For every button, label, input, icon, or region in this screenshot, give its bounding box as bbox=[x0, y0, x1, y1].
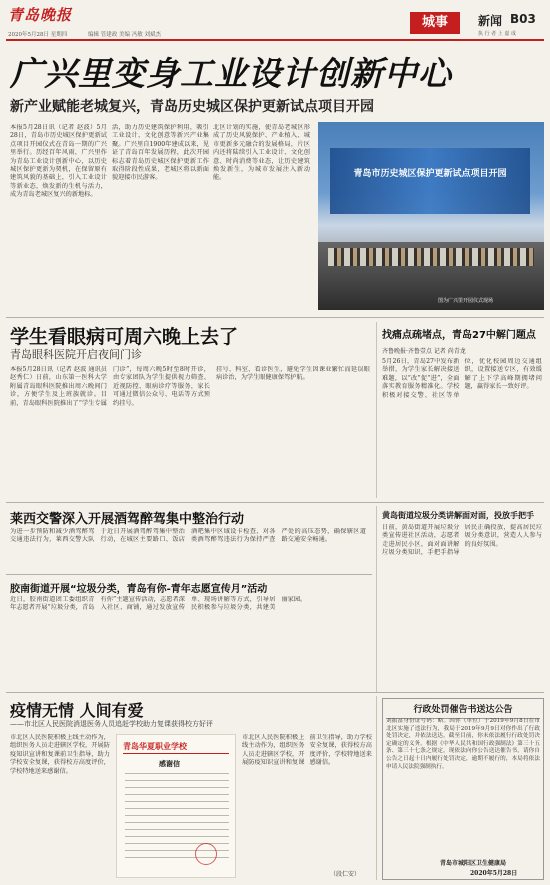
notice-body: 刘振富身份证号码：略。因你（单位）于2019年9月8日在市北区实施了违法行为，我局于2019年9月9日对你作出了行政处罚决定，并依法送达。截至目前，你未依法履行行政处罚决定确定的义务。根据《中华人民共和国行政强制法》第三十五条、第三十七条之规定，现依法向你公告送达催告书，请你自公告之日起十日内履行处罚决定，逾期不履行的，本局将依法申请人民法院强制执行。 bbox=[386, 718, 540, 770]
masthead-editor: 编辑 管建政 美编 冯敏 刘斌杰 bbox=[88, 32, 161, 38]
story7-body-right: 市北区人民医院积极上线主动作为，组织医务人员走进辖区学校，开展防疫知识宣讲和复课前卫生指导，助力学校安全复课，获得校方高度评价，学校特地送来感谢信。 bbox=[242, 734, 372, 767]
story5-title: 黄岛街道垃圾分类讲解面对面，投放手把手 bbox=[382, 511, 534, 520]
audience-row bbox=[328, 248, 534, 266]
story3-title: 找痛点疏堵点，青岛27中解门题点 bbox=[382, 330, 536, 341]
notice-footer-date: 2020年5月28日 bbox=[470, 870, 518, 877]
story3-byline: 齐鲁晚报·齐鲁壹点 记者 尚青龙 bbox=[382, 348, 466, 355]
photo-caption: 图为广兴里开园仪式现场 bbox=[438, 298, 494, 304]
page-number: B03 bbox=[510, 12, 536, 26]
story6-body: 近日，胶南街道团工委组织青年志愿者开展“垃圾分类，青岛有你”主题宣传活动，志愿者深入社区、商铺，通过发放宣传单、现场讲解等方式，引导居民积极参与垃圾分类，共建美丽家园。 bbox=[10, 596, 307, 612]
story3-body: 5月26日，青岛27中发布新举措，为学生家长解决接送难题，以“改”促“进”，全面落实教育服务精准化。学校积极对接交警、社区等单位，优化校园周边交通组织，设置接送专区，有效缓解了上下学高峰期拥堵问题，赢得家长一致好评。 bbox=[382, 358, 542, 399]
lead-photo bbox=[318, 122, 544, 310]
letter-header: 青岛华夏职业学校 bbox=[123, 742, 187, 751]
story4-body: 为进一步预防和减少酒驾醉驾交通违法行为，莱西交警大队于近日开展酒驾醉驾集中整治行动，在城区主要路口、饭店酒吧集中区域设卡检查，对各类酒驾醉驾违法行为保持严查严处的高压态势，确保辖区道路交通安全畅通。 bbox=[10, 528, 366, 544]
divider-2 bbox=[6, 502, 544, 503]
letter-title: 感谢信 bbox=[159, 760, 180, 768]
story5-body: 日前，黄岛街道开展垃圾分类宣传进社区活动，志愿者走进居民小区，面对面讲解垃圾分类知识，手把手指导居民正确投放，提高居民垃圾分类意识，营造人人参与的良好氛围。 bbox=[382, 524, 542, 557]
divider-1 bbox=[6, 317, 544, 318]
lead-body-col3: 北区计划的实施，使青岛老城区形成了历史风貌保护、产业植入、城市更新多元融合的发展格局，片区内还将陆续引入工业设计、文化创意、时尚消费等业态，让历史建筑焕发新生，为城市发展注入新动能。 bbox=[213, 124, 310, 182]
lead-body-col1: 本报5月28日讯（记者 赵波）5月28日，青岛市历史城区保护更新试点项目开园仪式在青岛一期的广兴里举行。历经百年风雨，广兴里作为青岛工业设计创新中心，以历史城区保护更新为契机，在保留原有建筑风貌的基础上，引入工业设计等新业态，焕发新的生机与活力，成为青岛老城区复兴的新地标。 bbox=[10, 124, 107, 199]
lead-body-col2: 活，助力历史建筑保护利用，吸引工业设计、文化创意等新兴产业集聚。广兴里自1900年建成以来，见证了青岛百年发展历程，此次开园标志着青岛历史城区保护更新工作取得阶段性成果，老城区将以新面貌迎接市民游客。 bbox=[112, 124, 209, 182]
thank-you-letter-image bbox=[116, 734, 236, 878]
masthead-date: 2020年5月28日 星期四 bbox=[8, 32, 68, 38]
letter-seal-icon bbox=[195, 843, 217, 865]
story2-body-right: 挂号、科室、看诊医生，避免学生因课业繁忙而延误眼病诊治，为学生眼健康保驾护航。 bbox=[216, 366, 370, 382]
divider-4 bbox=[6, 692, 544, 693]
divider-3 bbox=[6, 574, 372, 575]
story2-subtitle: 青岛眼科医院开启夜间门诊 bbox=[10, 348, 142, 361]
story2-body: 本报5月28日讯（记者 赵波 通讯员 赵秀仁）日前，山东第一医科大学附属青岛眼科医院推出周六晚间门诊，方便学生及上班族就诊。目前，青岛眼科医院推出了“学生专属门诊”，每周六晚5时至8时开诊，由专家团队为学生提供视力筛查、近视防控、眼病诊疗等服务，家长可通过微信公众号、电话等方式预约挂号。 bbox=[10, 366, 210, 407]
section-name: 新闻 bbox=[478, 14, 503, 28]
story7-body: 市北区人民医院积极上线主动作为，组织医务人员走进辖区学校，开展防疫知识宣讲和复课前卫生指导，助力学校安全复课，获得校方高度评价，学校特地送来感谢信。 bbox=[10, 734, 110, 775]
story7-title: 疫情无情 人间有爱 bbox=[10, 701, 144, 720]
letter-header-rule bbox=[123, 753, 229, 754]
newspaper-logo: 青岛晚报 bbox=[8, 6, 73, 24]
story7-subtitle: ——市北区人民医院消退医务人员追赶学校助力复课获得校方好评 bbox=[10, 720, 213, 728]
story2-title: 学生看眼病可周六晚上去了 bbox=[10, 326, 239, 348]
vdivider-1 bbox=[376, 322, 377, 498]
stage-backdrop bbox=[330, 148, 530, 214]
vdivider-3 bbox=[376, 696, 377, 880]
vdivider-2 bbox=[376, 506, 377, 692]
lead-title: 广兴里变身工业设计创新中心 bbox=[10, 54, 452, 93]
notice-title: 行政处罚催告书送达公告 bbox=[386, 702, 540, 719]
page-executor: 执 行 者 上 嘉 成 bbox=[478, 31, 516, 37]
lead-subtitle: 新产业赋能老城复兴，青岛历史城区保护更新试点项目开园 bbox=[10, 99, 374, 115]
section-tag: 城事 bbox=[410, 12, 460, 34]
story4-title: 莱西交警深入开展酒驾醉驾集中整治行动 bbox=[10, 512, 245, 527]
masthead-rule bbox=[6, 39, 544, 41]
story6-title: 胶南街道开展“垃圾分类，青岛有你-青年志愿宣传月”活动 bbox=[10, 584, 268, 595]
photo-banner-text: 青岛市历史城区保护更新试点项目开园 bbox=[353, 169, 507, 179]
story7-byline-end: （段仁安） bbox=[330, 871, 361, 878]
notice-footer-org: 青岛市城阳区卫生健康局 bbox=[440, 860, 507, 867]
